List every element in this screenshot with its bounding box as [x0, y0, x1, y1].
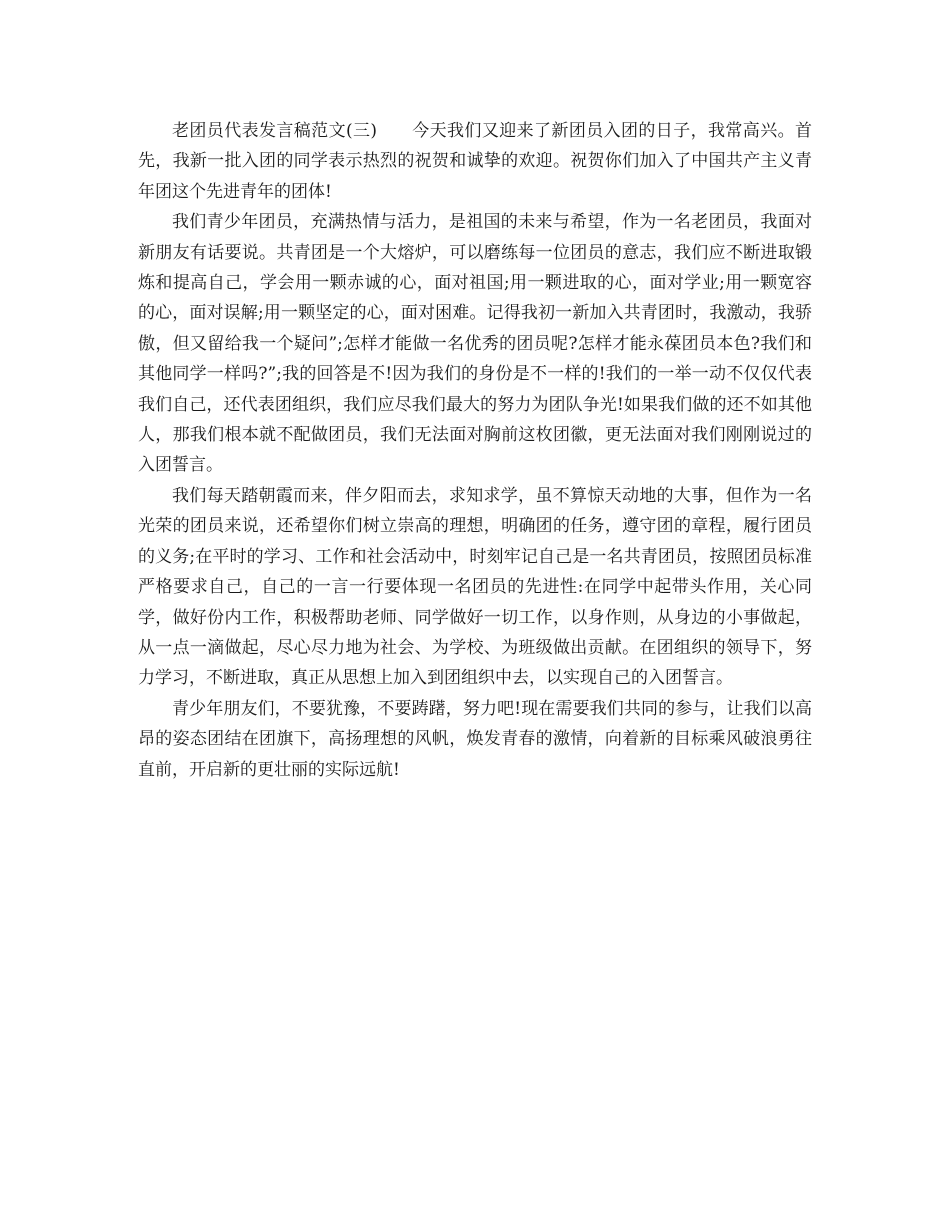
paragraph-1: 老团员代表发言稿范文(三) 今天我们又迎来了新团员入团的日子，我常高兴。首先，我新一批入团的同学表示热烈的祝贺和诚挚的欢迎。祝贺你们加入了中国共产主义青年团这个先进青年的团体! [138, 121, 812, 202]
paragraph-3: 我们每天踏朝霞而来，伴夕阳而去，求知求学，虽不算惊天动地的大事，但作为一名光荣的团员来说，还希望你们树立崇高的理想，明确团的任务，遵守团的章程，履行团员的义务;在平时的学习、工作和社会活动中，时刻牢记自己是一名共青团员，按照团员标准严格要求自己，自己的一言一行要体现一名团员的先进性:在同学中起带头作用，关心同学，做好份内工作，积极帮助老师、同学做好一切工作，以身作则，从身边的小事做起，从一点一滴做起，尽心尽力地为社会、为学校、为班级做出贡献。在团组织的领导下，努力学习，不断进取，真正从思想上加入到团组织中去，以实现自己的入团誓言。 [138, 485, 812, 689]
paragraph-4: 青少年朋友们，不要犹豫，不要踌躇，努力吧!现在需要我们共同的参与，让我们以高昂的姿态团结在团旗下，高扬理想的风帆，焕发青春的激情，向着新的目标乘风破浪勇往直前，开启新的更壮丽的实际远航! [138, 698, 812, 780]
document-body [138, 116, 812, 785]
paragraph-2: 我们青少年团员，充满热情与活力，是祖国的未来与希望，作为一名老团员，我面对新朋友有话要说。共青团是一个大熔炉，可以磨练每一位团员的意志，我们应不断进取锻炼和提高自己，学会用一颗赤诚的心，面对祖国;用一颗进取的心，面对学业;用一颗宽容的心，面对误解;用一颗坚定的心，面对困难。记得我初一新加入共青团时，我激动，我骄傲，但又留给我一个疑问”;怎样才能做一名优秀的团员呢?怎样才能永葆团员本色?我们和其他同学一样吗?”;我的回答是不!因为我们的身份是不一样的!我们的一举一动不仅仅代表我们自己，还代表团组织，我们应尽我们最大的努力为团队争光!如果我们做的还不如其他人，那我们根本就不配做团员，我们无法面对胸前这枚团徽，更无法面对我们刚刚说过的入团誓言。 [138, 212, 812, 476]
